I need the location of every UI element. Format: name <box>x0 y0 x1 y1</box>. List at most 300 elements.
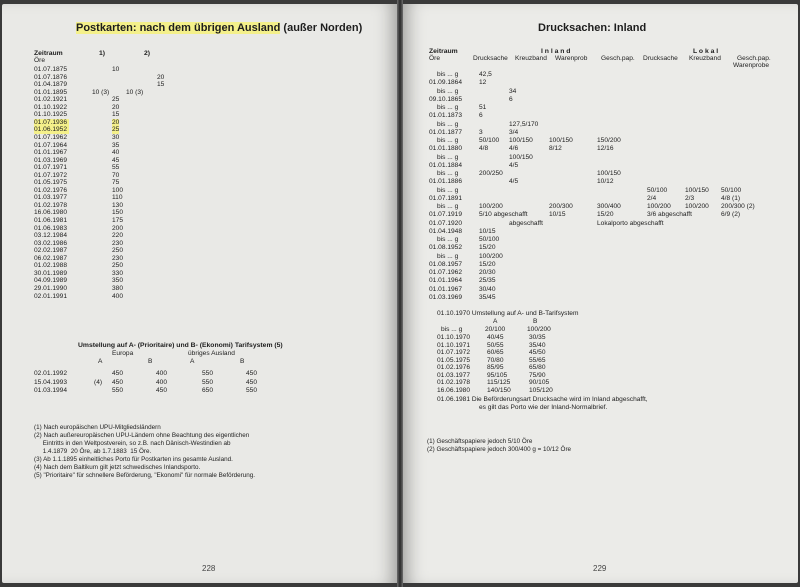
row-cell: 51 <box>479 104 487 111</box>
table-row <box>403 178 798 185</box>
row-date: 01.01.1895 <box>34 88 68 96</box>
table-row <box>34 379 294 386</box>
row-date: 01.04.1948 <box>429 227 463 235</box>
table-row <box>34 285 234 292</box>
table-row <box>34 293 234 300</box>
row-value-1: 230 <box>112 239 124 247</box>
title-suffix: (außer Norden) <box>283 22 363 34</box>
row-date: 01.02.1978 <box>34 201 68 209</box>
row-cell: 12/16 <box>597 145 614 153</box>
title-highlight: Postkarten: nach dem übrigen Ausland <box>76 22 281 34</box>
r-umst-bis: bis ... g <box>441 326 463 333</box>
row-a: 140/150 <box>487 386 511 394</box>
r-umstellung-title: 01.10.1970 Umstellung auf A- und B-Tarifsystem <box>437 310 579 317</box>
row-cell: 42,5 <box>479 71 492 78</box>
row-value-1: 55 <box>112 164 120 172</box>
table-row <box>34 96 234 103</box>
row-value-1: 110 <box>112 194 123 202</box>
row-date: 30.01.1989 <box>34 269 68 277</box>
table-row <box>34 270 234 277</box>
row-date: 01.10.1970 <box>437 334 471 341</box>
table-row <box>34 202 234 209</box>
right-footnotes <box>427 438 571 454</box>
table-row <box>403 334 798 341</box>
row-cell: 4/8 (1) <box>721 194 741 202</box>
table-row <box>34 104 234 111</box>
table-row <box>34 262 234 269</box>
row-cell: 100/150 <box>509 153 533 161</box>
row-date: bis ... g <box>437 120 459 128</box>
table-row <box>403 112 798 119</box>
r-col-header-ore: Öre <box>429 55 440 62</box>
col-header-extra: Warenprobe <box>733 62 770 70</box>
row-uebriges-a: 550 <box>202 370 214 377</box>
row-europa-b: 400 <box>156 370 168 377</box>
row-date: 01.07.1964 <box>34 141 68 149</box>
row-value-2: 20 <box>157 73 165 81</box>
table-row <box>34 89 234 96</box>
row-value-1: 75 <box>112 179 120 187</box>
row-date: 01.04.1879 <box>34 81 68 89</box>
row-value-1: 400 <box>112 292 124 300</box>
table-row <box>403 121 798 128</box>
umst-b2: B <box>240 358 245 365</box>
row-date: 01.03.1977 <box>437 371 471 379</box>
row-date: 01.03.1969 <box>429 293 463 301</box>
row-cell: 200/300 (2) <box>721 203 755 210</box>
col-header-1: 1) <box>99 50 106 57</box>
table-row <box>403 195 798 202</box>
row-cell: 300/400 <box>597 203 621 210</box>
row-date: 01.07.1936 <box>34 118 68 126</box>
footnote-line: 1.4.1879 20 Öre, ab 1.7.1883 15 Öre. <box>34 448 152 455</box>
row-date: 01.07.1875 <box>34 66 68 73</box>
row-date: 01.07.1920 <box>429 219 463 227</box>
row-value-1: 30 <box>112 133 120 141</box>
table-row <box>34 119 234 126</box>
table-row <box>403 145 798 152</box>
row-date: bis ... g <box>437 203 459 210</box>
row-date: bis ... g <box>437 153 459 161</box>
row-b: 90/105 <box>529 379 550 387</box>
row-note: (4) <box>94 378 103 386</box>
row-date: bis ... g <box>437 137 459 144</box>
row-date: 02.01.1992 <box>34 370 68 377</box>
row-date: 01.07.1962 <box>429 269 463 276</box>
row-date: 01.07.1962 <box>34 133 68 141</box>
row-cell: 4/8 <box>479 145 489 153</box>
table-row <box>403 228 798 235</box>
row-b: 35/40 <box>529 341 546 349</box>
row-cell: 200/250 <box>479 170 503 177</box>
table-row <box>403 96 798 103</box>
row-date: 03.12.1984 <box>34 232 68 240</box>
row-cell: 4/5 <box>509 161 519 169</box>
row-date: 01.07.1972 <box>437 349 471 357</box>
row-cell: 2/4 <box>647 194 657 202</box>
row-uebriges-b: 550 <box>246 387 258 394</box>
row-value-1: 25 <box>112 96 120 104</box>
row-cell: 100/150 <box>685 186 709 194</box>
r-header-row <box>403 55 798 71</box>
row-value-2: 15 <box>157 81 165 89</box>
row-a: 70/80 <box>487 356 504 364</box>
table-row <box>403 244 798 251</box>
col-header: Gesch.pap. <box>737 55 771 62</box>
row-date: 01.02.1976 <box>437 364 471 372</box>
table-row <box>403 211 798 218</box>
col-header: Kreuzband <box>515 55 547 62</box>
postkarten-table <box>34 66 234 306</box>
table-row <box>34 225 234 232</box>
row-date: 09.10.1865 <box>429 95 463 103</box>
table-row <box>403 286 798 293</box>
row-cell: 50/100 <box>479 137 500 144</box>
row-cell: 10/15 <box>549 211 566 219</box>
row-a: 95/105 <box>487 371 508 379</box>
row-date: 01.08.1957 <box>429 260 463 268</box>
row-value-1: 10 (3) <box>92 88 110 96</box>
table-row <box>34 387 294 394</box>
row-date: 01.05.1975 <box>34 179 68 187</box>
page-number-right: 229 <box>593 564 607 573</box>
table-row <box>34 164 234 171</box>
umst-europa-label: Europa <box>112 350 134 357</box>
table-row <box>34 74 234 81</box>
row-date: 01.01.1967 <box>34 149 68 157</box>
r-col-header-zeitraum: Zeitraum <box>429 48 458 55</box>
row-value-1: 175 <box>112 217 124 224</box>
row-a: 115/125 <box>487 379 511 387</box>
row-date: bis ... g <box>437 104 459 111</box>
row-date: 01.01.1886 <box>429 178 463 186</box>
row-date: 01.01.1873 <box>429 112 463 120</box>
row-value-1: 10 <box>112 66 120 73</box>
row-cell: 15/20 <box>479 244 496 252</box>
table-row <box>34 142 234 149</box>
row-date: 01.07.1972 <box>34 171 68 179</box>
row-cell: 50/100 <box>647 186 668 194</box>
row-date: 01.10.1971 <box>437 341 471 349</box>
row-value-2: 10 (3) <box>126 88 144 96</box>
row-value-1: 200 <box>112 224 124 232</box>
col-header: Warenprob <box>555 55 588 62</box>
left-page-title <box>76 22 362 34</box>
umstellung-title: Umstellung auf A- (Prioritaire) und B- (Ekonomi) Tarifsystem (5) <box>78 342 283 349</box>
table-row <box>403 294 798 301</box>
left-page <box>2 4 397 583</box>
row-cell: 5/10 abgeschafft <box>479 211 528 219</box>
row-cell: 4/5 <box>509 178 519 186</box>
row-europa-b: 450 <box>156 387 168 394</box>
row-cell: 2/3 <box>685 194 695 202</box>
row-a: 40/45 <box>487 334 504 341</box>
table-row <box>403 104 798 111</box>
row-date: bis ... g <box>437 71 459 78</box>
table-row <box>403 137 798 144</box>
table-row <box>403 261 798 268</box>
row-cell: 10/15 <box>479 227 496 235</box>
row-value-1: 380 <box>112 284 124 292</box>
row-date: 01.07.1919 <box>429 211 463 219</box>
row-cell: 25/35 <box>479 277 496 285</box>
table-row <box>403 372 798 379</box>
row-europa-a: 450 <box>112 378 124 386</box>
umst-b1: B <box>148 358 153 365</box>
row-cell: 100/150 <box>597 170 621 177</box>
row-value-1: 230 <box>112 254 124 262</box>
col-header: Gesch.pap. <box>601 55 635 62</box>
row-b: 55/65 <box>529 356 546 364</box>
table-row <box>34 255 234 262</box>
row-cell: 50/100 <box>479 236 500 243</box>
row-value-1: 220 <box>112 232 124 240</box>
row-cell: 100/200 <box>685 203 709 210</box>
row-value-1: 350 <box>112 277 124 285</box>
row-value-1: 20 <box>112 118 120 126</box>
row-cell: 15/20 <box>597 211 614 219</box>
row-date: 01.06.1952 <box>34 126 68 134</box>
table-row <box>34 149 234 156</box>
r-umst-bis-b: 100/200 <box>527 326 551 333</box>
footnote-line: (4) Nach dem Baltikum gilt jetzt schwedisches Inlandsporto. <box>34 464 201 471</box>
row-cell: 35/45 <box>479 293 496 301</box>
row-value-1: 250 <box>112 247 124 255</box>
table-row <box>403 203 798 210</box>
table-row <box>34 194 234 201</box>
footnote-line: (2) Nach außereuropäischen UPU-Ländern ohne Beachtung des eigentlichen <box>34 432 250 439</box>
row-cell: 150/200 <box>597 137 621 144</box>
table-row <box>403 342 798 349</box>
row-cell: 6/9 (2) <box>721 211 741 219</box>
table-row <box>403 364 798 371</box>
footnote-line: (3) Ab 1.1.1895 einheitliches Porto für Postkarten ins gesamte Ausland. <box>34 456 233 463</box>
row-uebriges-a: 550 <box>202 378 214 386</box>
row-date: 02.02.1987 <box>34 247 68 255</box>
row-date: 01.07.1876 <box>34 73 68 81</box>
col-header-ore: Öre <box>34 57 45 64</box>
table-row <box>34 240 234 247</box>
row-date: bis ... g <box>437 236 459 243</box>
table-row <box>403 220 798 227</box>
row-cell: 6 <box>479 112 483 120</box>
row-cell: 200/300 <box>549 203 573 210</box>
row-date: bis ... g <box>437 87 459 95</box>
row-value-1: 20 <box>112 103 120 111</box>
table-row <box>403 154 798 161</box>
row-a: 50/55 <box>487 341 504 349</box>
row-cell: 100/150 <box>549 137 573 144</box>
row-europa-a: 450 <box>112 370 124 377</box>
row-date: 01.06.1983 <box>34 224 68 232</box>
row-date: 01.02.1978 <box>437 379 471 387</box>
table-row <box>34 370 294 377</box>
row-cell: 8/12 <box>549 145 562 153</box>
r-umst-a: A <box>493 318 498 325</box>
table-row <box>403 379 798 386</box>
row-b: 75/90 <box>529 371 546 379</box>
footnote-line: Eintritts in den Weltpostverein, so z.B. nach Dänisch-Westindien ab <box>34 440 231 447</box>
row-date: 01.05.1975 <box>437 356 471 364</box>
row-value-1: 130 <box>112 201 124 209</box>
table-row <box>34 111 234 118</box>
row-europa-a: 550 <box>112 387 124 394</box>
row-cell: 3/6 abgeschafft <box>647 211 692 219</box>
row-date: 01.06.1981 <box>34 217 68 224</box>
r-final-line2: es gilt das Porto wie der Inland-Normalbrief. <box>479 404 608 411</box>
row-value-1: 150 <box>112 209 124 217</box>
row-value-1: 15 <box>112 111 120 119</box>
row-b: 30/35 <box>529 334 546 341</box>
drucksachen-table <box>403 71 798 303</box>
row-value-1: 330 <box>112 269 124 277</box>
row-date: 16.06.1980 <box>437 386 471 394</box>
page-number-left: 228 <box>202 564 216 573</box>
row-date: 01.03.1969 <box>34 156 68 164</box>
col-header: Kreuzband <box>689 55 721 62</box>
row-date: 01.01.1967 <box>429 285 463 293</box>
footnote-line: (2) Geschäftspapiere jedoch 300/400 g = 10/12 Öre <box>427 446 572 453</box>
row-cell: 50/100 <box>721 186 742 194</box>
row-date: 01.10.1925 <box>34 111 68 119</box>
table-row <box>403 269 798 276</box>
table-row <box>403 357 798 364</box>
row-cell: abgeschafft <box>509 219 543 227</box>
row-cell: 6 <box>509 95 513 103</box>
row-cell: 100/150 <box>509 137 533 144</box>
col-header: Drucksache <box>473 55 508 62</box>
r-umstellung-table <box>403 334 798 396</box>
row-a: 85/95 <box>487 364 504 372</box>
row-date: 01.09.1864 <box>429 79 463 87</box>
row-value-1: 25 <box>112 126 120 134</box>
r-umst-bis-a: 20/100 <box>485 326 506 333</box>
row-date: 01.01.1877 <box>429 128 463 136</box>
left-footnotes <box>34 424 255 480</box>
row-cell: 3 <box>479 128 483 136</box>
table-row <box>34 187 234 194</box>
umst-a1: A <box>98 358 103 365</box>
row-date: 01.07.1971 <box>34 164 68 172</box>
table-row <box>34 66 234 73</box>
row-cell: 127,5/170 <box>509 120 539 128</box>
right-page <box>403 4 798 583</box>
table-row <box>403 387 798 394</box>
row-cell: 100/200 <box>647 203 671 210</box>
table-row <box>403 129 798 136</box>
row-b: 105/120 <box>529 386 553 394</box>
table-row <box>403 162 798 169</box>
row-date: 01.08.1952 <box>429 244 463 252</box>
row-date: 29.01.1990 <box>34 284 68 292</box>
r-final-line1: 01.06.1981 Die Beförderungsart Drucksache wird im Inland abgeschafft, <box>437 396 648 403</box>
row-date: 01.03.1977 <box>34 194 68 202</box>
footnote-line: (1) Geschäftspapiere jedoch 5/10 Öre <box>427 438 533 445</box>
row-cell: 100/200 <box>479 252 503 260</box>
row-value-1: 35 <box>112 141 120 149</box>
row-date: 04.09.1989 <box>34 277 68 285</box>
table-row <box>403 71 798 78</box>
header-row-2 <box>403 62 798 69</box>
row-cell: 4/6 <box>509 145 519 153</box>
table-row <box>403 349 798 356</box>
row-cell: 34 <box>509 87 517 95</box>
row-date: 01.01.1880 <box>429 145 463 153</box>
row-value-1: 70 <box>112 171 120 179</box>
col-header: Drucksache <box>643 55 678 62</box>
row-date: 03.02.1986 <box>34 239 68 247</box>
footnote-line: (5) "Prioritaire" für schnellere Beförderung, "Ekonomi" für normale Beförderung. <box>34 472 256 479</box>
row-europa-b: 400 <box>156 378 168 386</box>
table-row <box>34 247 234 254</box>
table-row <box>34 179 234 186</box>
row-value-1: 250 <box>112 262 124 270</box>
row-value-1: 100 <box>112 186 124 194</box>
table-row <box>34 126 234 133</box>
table-row <box>34 232 234 239</box>
table-row <box>403 170 798 177</box>
r-umst-b: B <box>533 318 538 325</box>
row-date: 01.01.1884 <box>429 161 463 169</box>
row-date: 01.10.1922 <box>34 103 68 111</box>
row-date: 06.02.1987 <box>34 254 68 262</box>
row-b: 45/50 <box>529 349 546 357</box>
col-header-2: 2) <box>144 50 151 57</box>
table-row <box>34 217 234 224</box>
row-value-1: 40 <box>112 149 120 157</box>
row-date: bis ... g <box>437 252 459 260</box>
umst-uebriges-label: übriges Ausland <box>188 350 235 357</box>
row-date: 01.02.1976 <box>34 186 68 194</box>
row-cell: 15/20 <box>479 260 496 268</box>
row-cell: 20/30 <box>479 269 496 276</box>
r-group-inland: I n l a n d <box>541 48 571 55</box>
umst-a2: A <box>190 358 195 365</box>
table-row <box>34 134 234 141</box>
row-date: 16.06.1980 <box>34 209 68 217</box>
table-row <box>403 236 798 243</box>
table-row <box>403 187 798 194</box>
row-date: 01.02.1988 <box>34 262 68 270</box>
r-group-lokal: L o k a l <box>693 48 719 55</box>
table-row <box>34 277 234 284</box>
row-cell: 30/40 <box>479 285 496 293</box>
row-uebriges-a: 650 <box>202 387 214 394</box>
row-cell: 10/12 <box>597 178 614 186</box>
row-date: 02.01.1991 <box>34 292 68 300</box>
row-date: 01.07.1891 <box>429 194 463 202</box>
table-row <box>34 172 234 179</box>
umstellung-table <box>34 370 294 400</box>
row-date: 01.01.1964 <box>429 277 463 285</box>
row-date: 01.03.1994 <box>34 387 68 394</box>
row-cell: Lokalporto abgeschafft <box>597 219 664 227</box>
table-row <box>34 81 234 88</box>
row-b: 65/80 <box>529 364 546 372</box>
table-row <box>403 79 798 86</box>
row-uebriges-b: 450 <box>246 378 258 386</box>
row-date: 01.02.1921 <box>34 96 68 104</box>
header-row <box>403 55 798 62</box>
col-header-zeitraum: Zeitraum <box>34 50 63 57</box>
footnote-line: (1) Nach europäischen UPU-Mitgliedsländern <box>34 424 161 431</box>
row-cell: 3/4 <box>509 128 519 136</box>
table-row <box>403 88 798 95</box>
row-value-1: 45 <box>112 156 120 164</box>
table-row <box>34 157 234 164</box>
right-page-title: Drucksachen: Inland <box>538 22 647 34</box>
row-uebriges-b: 450 <box>246 370 258 377</box>
